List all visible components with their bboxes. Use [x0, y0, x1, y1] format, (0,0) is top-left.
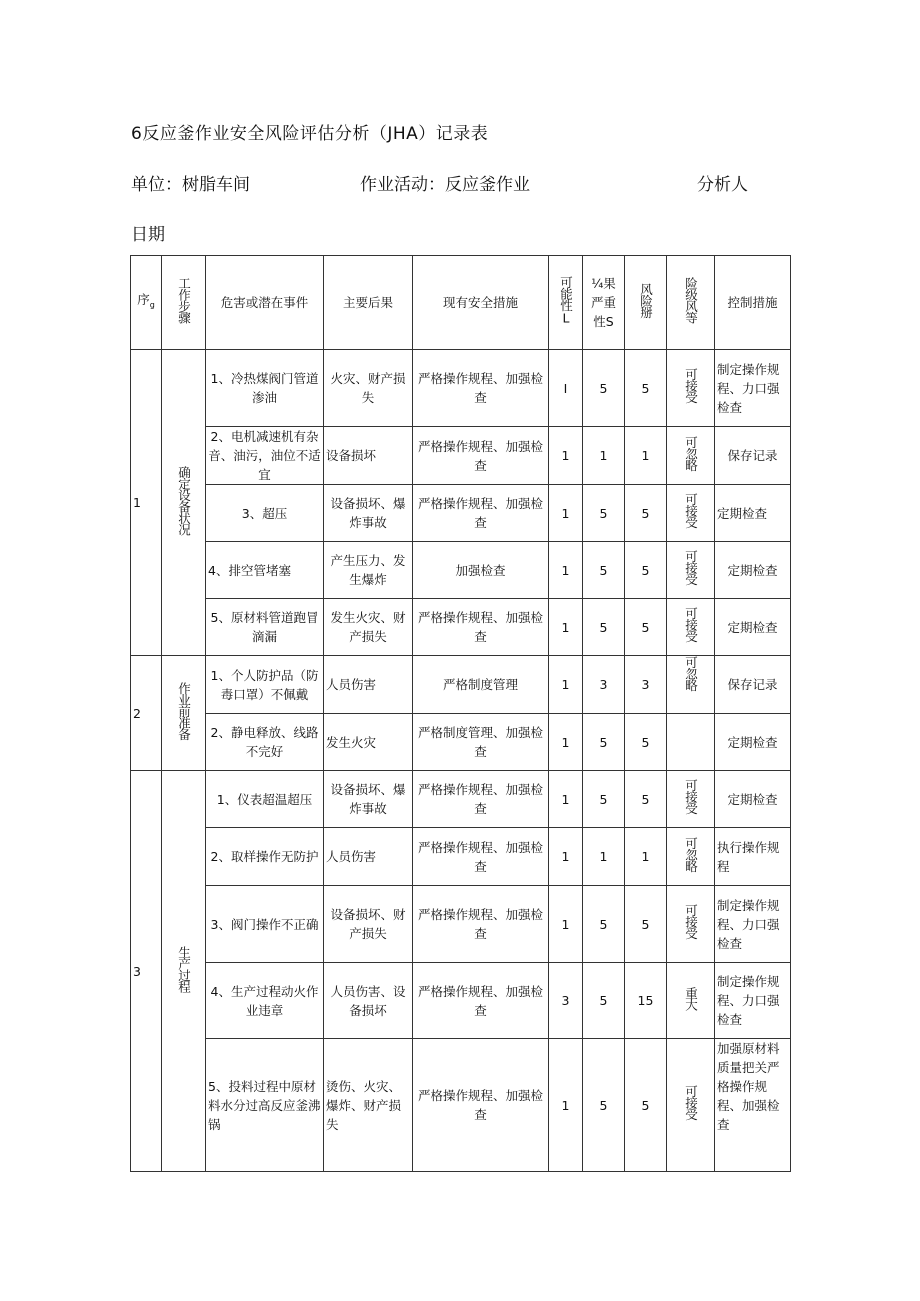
- risk-level-cell: 可接受: [667, 1039, 715, 1172]
- control-cell: 制定操作规程、力口强检查: [715, 886, 791, 963]
- risk-level-cell: 可忽略: [667, 656, 715, 714]
- risk-value-cell: 5: [625, 542, 667, 599]
- severity-cell: 5: [583, 963, 625, 1039]
- risk-level-cell: 可接受: [667, 542, 715, 599]
- measures-cell: 严格操作规程、加强检查: [413, 771, 549, 828]
- jha-table: [130, 255, 791, 1172]
- measures-cell: 加强检查: [413, 542, 549, 599]
- risk-value-cell: 1: [625, 828, 667, 886]
- header-step: 工作步骤: [162, 256, 206, 350]
- severity-cell: 5: [583, 350, 625, 427]
- table-row: [131, 963, 791, 1039]
- risk-level-cell: 可接受: [667, 599, 715, 656]
- severity-cell: 5: [583, 1039, 625, 1172]
- consequence-cell: 火灾、财产损失: [324, 350, 413, 427]
- control-cell: 加强原材料质量把关严格操作规程、加强检查: [715, 1039, 791, 1172]
- likelihood-cell: 1: [549, 714, 583, 771]
- table-row: [131, 427, 791, 485]
- hazard-cell: 2、取样操作无防护: [206, 828, 324, 886]
- risk-level-cell: 可接受: [667, 771, 715, 828]
- likelihood-cell: 1: [549, 485, 583, 542]
- risk-level-cell: 可接受: [667, 886, 715, 963]
- severity-cell: 5: [583, 485, 625, 542]
- control-cell: 定期检查: [715, 542, 791, 599]
- control-cell: 保存记录: [715, 656, 791, 714]
- likelihood-cell: 1: [549, 427, 583, 485]
- hazard-cell: 1、仪表超温超压: [206, 771, 324, 828]
- hazard-cell: 4、生产过程动火作业违章: [206, 963, 324, 1039]
- measures-cell: 严格操作规程、加强检查: [413, 350, 549, 427]
- header-severity: ¼果严重性S: [583, 256, 625, 350]
- table-row: [131, 1039, 791, 1172]
- risk-value-cell: 5: [625, 771, 667, 828]
- control-cell: 保存记录: [715, 427, 791, 485]
- consequence-cell: 设备损坏: [324, 427, 413, 485]
- header-risk-value: 风险掰: [625, 256, 667, 350]
- consequence-cell: 发生火灾: [324, 714, 413, 771]
- hazard-cell: 1、个人防护品（防毒口罩）不佩戴: [206, 656, 324, 714]
- severity-cell: 5: [583, 714, 625, 771]
- risk-value-cell: 1: [625, 427, 667, 485]
- header-consequence: 主要后果: [324, 256, 413, 350]
- control-cell: 定期检查: [715, 771, 791, 828]
- measures-cell: 严格操作规程、加强检查: [413, 1039, 549, 1172]
- hazard-cell: 5、原材料管道跑冒滴漏: [206, 599, 324, 656]
- activity-label: 作业活动：反应釜作业: [360, 175, 530, 195]
- risk-value-cell: 5: [625, 350, 667, 427]
- measures-cell: 严格制度管理、加强检查: [413, 714, 549, 771]
- hazard-cell: 4、排空管堵塞: [206, 542, 324, 599]
- likelihood-cell: I: [549, 350, 583, 427]
- group-seq: 2: [131, 656, 162, 771]
- consequence-cell: 人员伤害: [324, 656, 413, 714]
- table-row: [131, 886, 791, 963]
- consequence-cell: 烫伤、火灾、爆炸、财产损失: [324, 1039, 413, 1172]
- control-cell: 制定操作规程、力口强检查: [715, 963, 791, 1039]
- control-cell: 定期检查: [715, 485, 791, 542]
- header-hazard: 危害或潜在事件: [206, 256, 324, 350]
- severity-cell: 5: [583, 542, 625, 599]
- table-row: [131, 656, 791, 714]
- risk-level-cell: 可接受: [667, 350, 715, 427]
- measures-cell: 严格制度管理: [413, 656, 549, 714]
- control-cell: 执行操作规程: [715, 828, 791, 886]
- risk-value-cell: 5: [625, 599, 667, 656]
- risk-level-cell: 可忽略: [667, 427, 715, 485]
- header-risk-level: 险级风等: [667, 256, 715, 350]
- table-row: [131, 828, 791, 886]
- hazard-cell: 2、电机减速机有杂音、油污，油位不适宜: [206, 427, 324, 485]
- likelihood-cell: 1: [549, 599, 583, 656]
- risk-value-cell: 5: [625, 714, 667, 771]
- consequence-cell: 人员伤害: [324, 828, 413, 886]
- likelihood-cell: 1: [549, 771, 583, 828]
- risk-level-cell: [667, 714, 715, 771]
- group-step: 确定设备状况: [162, 350, 206, 656]
- table-row: [131, 485, 791, 542]
- header-seq: 序$_g$: [131, 256, 162, 350]
- risk-value-cell: 3: [625, 656, 667, 714]
- severity-cell: 5: [583, 886, 625, 963]
- table-row: [131, 771, 791, 828]
- severity-cell: 3: [583, 656, 625, 714]
- consequence-cell: 产生压力、发生爆炸: [324, 542, 413, 599]
- header-row: [131, 256, 791, 350]
- severity-cell: 1: [583, 828, 625, 886]
- consequence-cell: 设备损坏、爆炸事故: [324, 485, 413, 542]
- risk-value-cell: 5: [625, 1039, 667, 1172]
- control-cell: 定期检查: [715, 599, 791, 656]
- header-control: 控制措施: [715, 256, 791, 350]
- group-step: 作业前准备: [162, 656, 206, 771]
- consequence-cell: 设备损坏、爆炸事故: [324, 771, 413, 828]
- severity-cell: 5: [583, 599, 625, 656]
- consequence-cell: 人员伤害、设备损坏: [324, 963, 413, 1039]
- control-cell: 制定操作规程、力口强检查: [715, 350, 791, 427]
- risk-value-cell: 5: [625, 485, 667, 542]
- unit-label: 单位：树脂车间: [131, 175, 250, 195]
- table-row: [131, 714, 791, 771]
- group-step: 生产过程: [162, 771, 206, 1172]
- group-seq: 3: [131, 771, 162, 1172]
- document-title: 6反应釜作业安全风险评估分析（JHA）记录表: [131, 124, 489, 144]
- likelihood-cell: 1: [549, 656, 583, 714]
- consequence-cell: 设备损坏、财产损失: [324, 886, 413, 963]
- risk-level-cell: 可接受: [667, 485, 715, 542]
- date-label: 日期: [131, 225, 165, 245]
- severity-cell: 1: [583, 427, 625, 485]
- likelihood-cell: 1: [549, 828, 583, 886]
- hazard-cell: 3、阀门操作不正确: [206, 886, 324, 963]
- table-row: [131, 542, 791, 599]
- risk-level-cell: 重大: [667, 963, 715, 1039]
- risk-value-cell: 15: [625, 963, 667, 1039]
- likelihood-cell: 1: [549, 542, 583, 599]
- measures-cell: 严格操作规程、加强检查: [413, 427, 549, 485]
- measures-cell: 严格操作规程、加强检查: [413, 828, 549, 886]
- likelihood-cell: 1: [549, 1039, 583, 1172]
- analyst-label: 分析人: [697, 175, 748, 195]
- risk-value-cell: 5: [625, 886, 667, 963]
- consequence-cell: 发生火灾、财产损失: [324, 599, 413, 656]
- group-seq: 1: [131, 350, 162, 656]
- measures-cell: 严格操作规程、加强检查: [413, 599, 549, 656]
- measures-cell: 严格操作规程、加强检查: [413, 886, 549, 963]
- hazard-cell: 5、投料过程中原材料水分过高反应釜沸锅: [206, 1039, 324, 1172]
- control-cell: 定期检查: [715, 714, 791, 771]
- measures-cell: 严格操作规程、加强检查: [413, 963, 549, 1039]
- hazard-cell: 3、超压: [206, 485, 324, 542]
- hazard-cell: 2、静电释放、线路不完好: [206, 714, 324, 771]
- table-row: [131, 350, 791, 427]
- table-row: [131, 599, 791, 656]
- likelihood-cell: 3: [549, 963, 583, 1039]
- header-measures: 现有安全措施: [413, 256, 549, 350]
- hazard-cell: 1、冷热煤阀门管道渗油: [206, 350, 324, 427]
- likelihood-cell: 1: [549, 886, 583, 963]
- measures-cell: 严格操作规程、加强检查: [413, 485, 549, 542]
- severity-cell: 5: [583, 771, 625, 828]
- header-likelihood: 可能性L: [549, 256, 583, 350]
- risk-level-cell: 可忽略: [667, 828, 715, 886]
